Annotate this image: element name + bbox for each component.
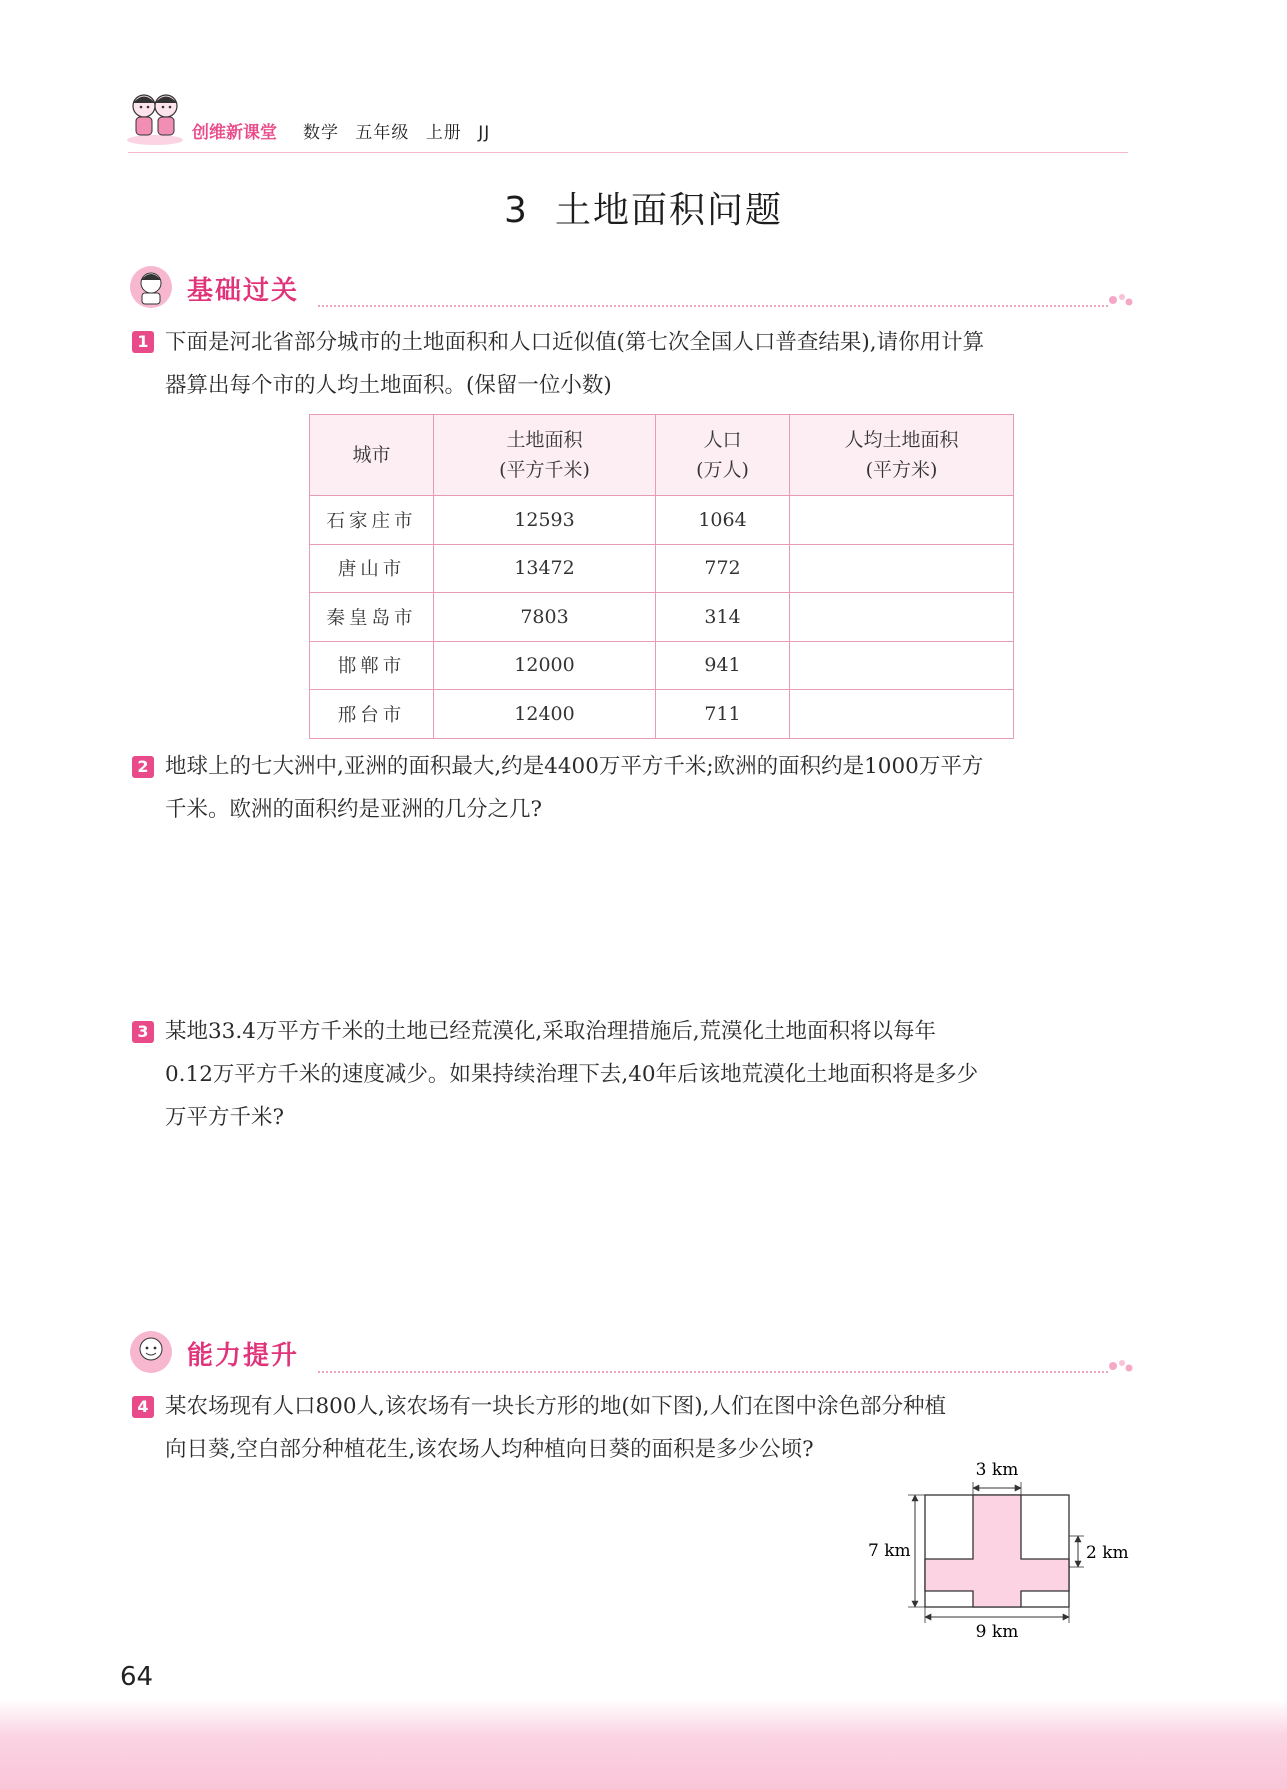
cell-population: 1064 bbox=[656, 496, 790, 545]
cell-city: 秦皇岛市 bbox=[310, 593, 434, 642]
question-3-line: 万平方千米? bbox=[165, 1105, 285, 1130]
question-3-line: 某地33.4万平方千米的土地已经荒漠化,采取治理措施后,荒漠化土地面积将以每年 bbox=[165, 1019, 937, 1044]
header-divider bbox=[128, 152, 1128, 153]
cell-population: 941 bbox=[656, 641, 790, 690]
question-number-badge: 3 bbox=[132, 1021, 154, 1043]
farm-field-figure bbox=[860, 1452, 1140, 1644]
question-number-badge: 4 bbox=[132, 1396, 154, 1418]
question-3-text bbox=[165, 1010, 1145, 1139]
table-row bbox=[310, 641, 1014, 690]
cell-city: 唐山市 bbox=[310, 544, 434, 593]
question-1-line: 器算出每个市的人均土地面积。(保留一位小数) bbox=[165, 373, 612, 398]
decor-dots-icon bbox=[1108, 293, 1134, 307]
cell-per-capita[interactable] bbox=[790, 641, 1014, 690]
table-header-row bbox=[310, 415, 1014, 496]
table-row bbox=[310, 544, 1014, 593]
cell-city: 邯郸市 bbox=[310, 641, 434, 690]
cell-per-capita[interactable] bbox=[790, 544, 1014, 593]
cell-population: 711 bbox=[656, 690, 790, 739]
city-land-table bbox=[309, 414, 1014, 739]
cell-area: 12400 bbox=[434, 690, 656, 739]
dimension-right-label: 2 km bbox=[1086, 1543, 1129, 1563]
cell-population: 314 bbox=[656, 593, 790, 642]
header-per-capita: 人均土地面积 (平方米) bbox=[790, 415, 1014, 496]
question-3-line: 0.12万平方千米的速度减少。如果持续治理下去,40年后该地荒漠化土地面积将是多少 bbox=[165, 1062, 979, 1087]
question-number-badge: 2 bbox=[132, 756, 154, 778]
footer-band bbox=[0, 1700, 1287, 1789]
dimension-bottom-label: 9 km bbox=[975, 1622, 1019, 1642]
decor-dots-icon bbox=[1108, 1359, 1134, 1373]
volume: 上册 bbox=[425, 123, 462, 143]
cell-city: 邢台市 bbox=[310, 690, 434, 739]
cell-area: 12593 bbox=[434, 496, 656, 545]
section-title-basic: 基础过关 bbox=[187, 276, 300, 306]
mascot-logo-icon bbox=[124, 86, 186, 148]
question-4-line: 向日葵,空白部分种植花生,该农场人均种植向日葵的面积是多少公顷? bbox=[165, 1437, 814, 1462]
page-number: 64 bbox=[120, 1662, 154, 1692]
question-2-text bbox=[165, 745, 1145, 831]
question-1-line: 下面是河北省部分城市的土地面积和人口近似值(第七次全国人口普查结果),请你用计算 bbox=[165, 330, 985, 355]
dimension-left-label: 7 km bbox=[868, 1541, 911, 1561]
table-row bbox=[310, 690, 1014, 739]
brand-name: 创维新课堂 bbox=[192, 123, 277, 143]
cell-city: 石家庄市 bbox=[310, 496, 434, 545]
cell-per-capita[interactable] bbox=[790, 593, 1014, 642]
question-2-line: 地球上的七大洲中,亚洲的面积最大,约是4400万平方千米;欧洲的面积约是1000万平方 bbox=[165, 754, 984, 779]
question-4-line: 某农场现有人口800人,该农场有一块长方形的地(如下图),人们在图中涂色部分种植 bbox=[165, 1394, 946, 1419]
table-row bbox=[310, 496, 1014, 545]
edition: JJ bbox=[478, 123, 491, 143]
header-area: 土地面积 (平方千米) bbox=[434, 415, 656, 496]
cell-area: 7803 bbox=[434, 593, 656, 642]
dimension-top-label: 3 km bbox=[975, 1460, 1019, 1480]
question-2-line: 千米。欧洲的面积约是亚洲的几分之几? bbox=[165, 797, 543, 822]
subject: 数学 bbox=[303, 123, 339, 143]
lesson-title bbox=[0, 182, 1287, 233]
cell-area: 13472 bbox=[434, 544, 656, 593]
section-divider-basic bbox=[318, 305, 1108, 307]
grade: 五年级 bbox=[355, 123, 410, 143]
cell-per-capita[interactable] bbox=[790, 690, 1014, 739]
lesson-number: 3 bbox=[504, 190, 529, 231]
question-1-text bbox=[165, 321, 1145, 407]
header-population: 人口 (万人) bbox=[656, 415, 790, 496]
cell-population: 772 bbox=[656, 544, 790, 593]
cell-area: 12000 bbox=[434, 641, 656, 690]
table-row bbox=[310, 593, 1014, 642]
section-badge-icon bbox=[128, 1329, 174, 1375]
section-badge-icon bbox=[128, 264, 174, 310]
book-info bbox=[303, 118, 500, 143]
cell-per-capita[interactable] bbox=[790, 496, 1014, 545]
section-title-advanced: 能力提升 bbox=[187, 1341, 300, 1371]
lesson-title-text: 土地面积问题 bbox=[554, 190, 783, 231]
section-divider-advanced bbox=[318, 1371, 1108, 1373]
question-number-badge: 1 bbox=[132, 331, 154, 353]
header-city: 城市 bbox=[310, 415, 434, 496]
